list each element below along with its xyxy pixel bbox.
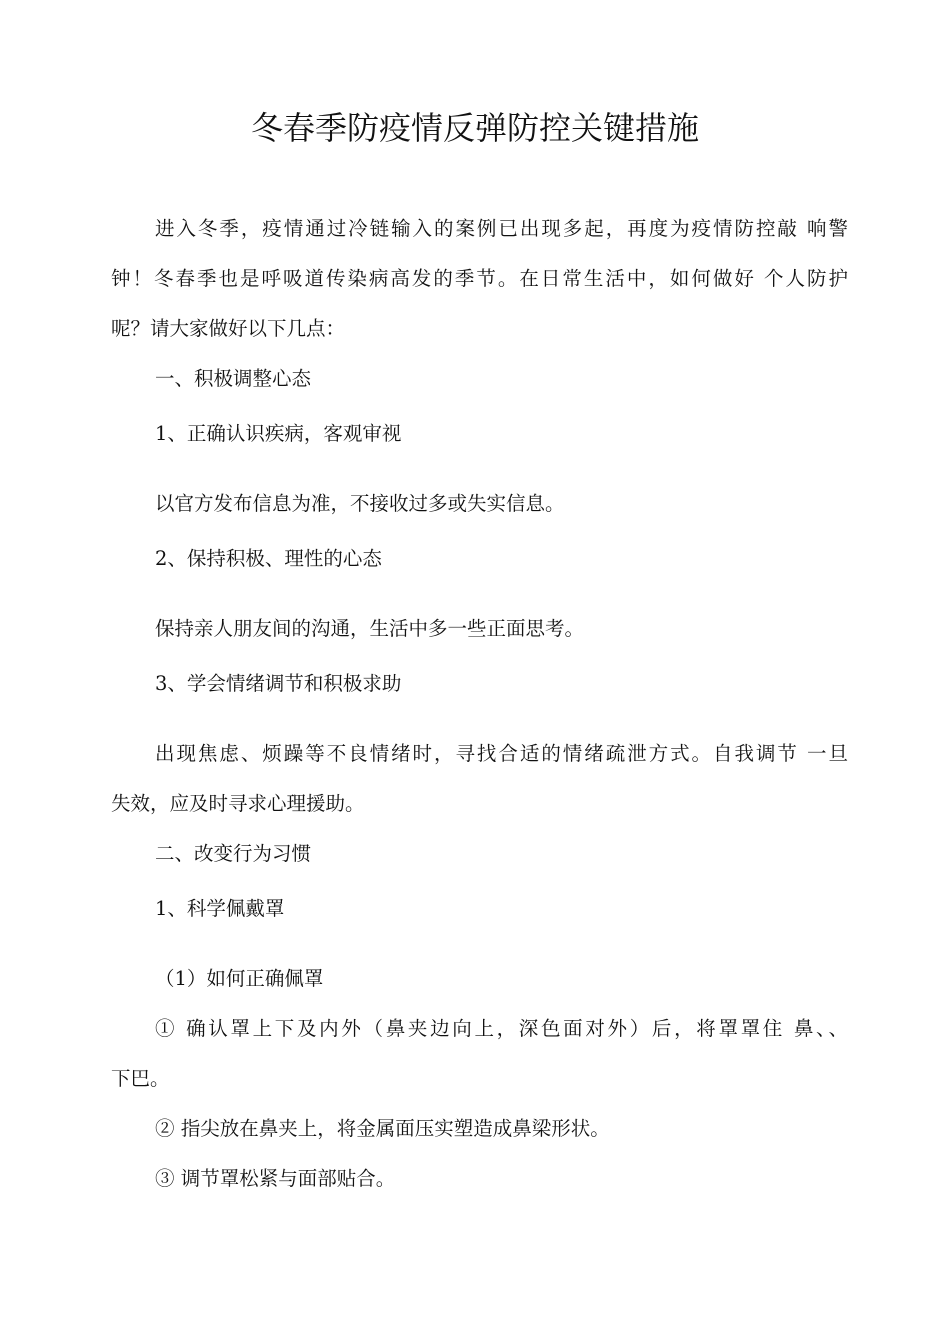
section-1-item-1-heading: 1、正确认识疾病，客观审视 <box>155 422 402 445</box>
step-3: ③ 调节罩松紧与面部贴合。 <box>155 1167 396 1190</box>
step-1-line-2: 下巴。 <box>111 1067 170 1090</box>
section-heading-2: 二、改变行为习惯 <box>155 842 312 865</box>
section-1-item-3-text-line-1: 出现焦虑、烦躁等不良情绪时，寻找合适的情绪疏泄方式。自我调节 一旦 <box>155 742 848 765</box>
paragraph-intro-line-2: 钟！冬春季也是呼吸道传染病高发的季节。在日常生活中，如何做好 个人防护 <box>111 267 848 290</box>
step-1-line-1: ① 确认罩上下及内外（鼻夹边向上，深色面对外）后，将罩罩住 鼻、、 <box>155 1017 848 1040</box>
paragraph-intro-line-3: 呢？请大家做好以下几点： <box>111 317 346 340</box>
section-heading-1: 一、积极调整心态 <box>155 367 312 390</box>
section-1-item-1-text: 以官方发布信息为准，不接收过多或失实信息。 <box>155 492 565 515</box>
paragraph-intro-line-1: 进入冬季，疫情通过冷链输入的案例已出现多起，再度为疫情防控敲 响警 <box>155 217 848 240</box>
section-1-item-2-text: 保持亲人朋友间的沟通，生活中多一些正面思考。 <box>155 617 585 640</box>
section-1-item-3-heading: 3、学会情绪调节和积极求助 <box>155 672 402 695</box>
section-2-subheading-1: （1）如何正确佩罩 <box>155 967 324 990</box>
document-title: 冬春季防疫情反弹防控关键措施 <box>250 109 699 147</box>
step-2: ② 指尖放在鼻夹上，将金属面压实塑造成鼻梁形状。 <box>155 1117 610 1140</box>
section-2-item-1-heading: 1、科学佩戴罩 <box>155 897 285 920</box>
section-1-item-3-text-line-2: 失效，应及时寻求心理援助。 <box>111 792 365 815</box>
section-1-item-2-heading: 2、保持积极、理性的心态 <box>155 547 382 570</box>
